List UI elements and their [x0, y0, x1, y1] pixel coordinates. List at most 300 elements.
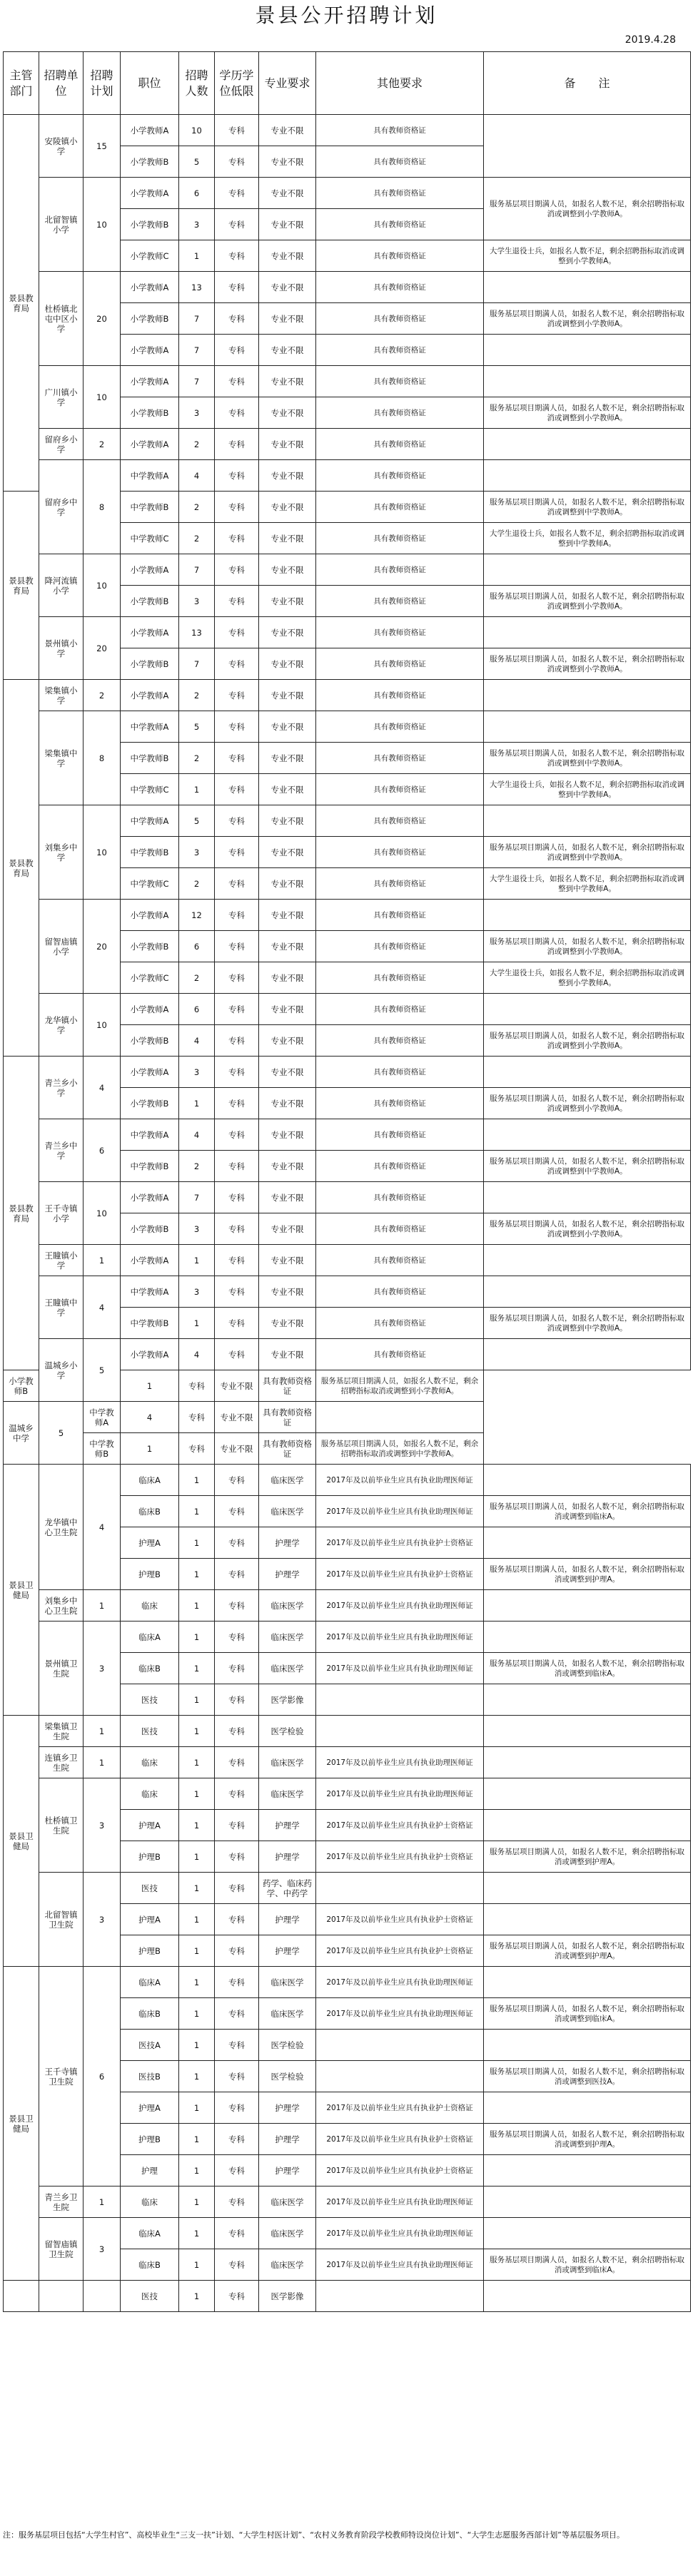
cell-remarks: 服务基层项目期满人员，如报名人数不足，剩余招聘指标取消或调整到护理A。 — [484, 1935, 691, 1967]
cell-major: 专业不限 — [259, 335, 316, 366]
cell-remarks — [484, 1622, 691, 1653]
cell-degree: 专科 — [215, 1684, 259, 1716]
table-row — [4, 617, 691, 648]
table-row — [4, 1967, 691, 1998]
cell-unit: 刘集乡中学 — [39, 805, 84, 900]
cell-count: 3 — [179, 837, 215, 868]
cell-count: 5 — [179, 711, 215, 743]
cell-position: 中学教师A — [121, 711, 179, 743]
cell-unit: 留府乡小学 — [39, 429, 84, 460]
cell-degree: 专科 — [215, 1527, 259, 1559]
cell-plan: 6 — [84, 1119, 121, 1182]
cell-other-req: 具有教师资格证 — [316, 1213, 484, 1245]
cell-other-req: 具有教师资格证 — [316, 1182, 484, 1213]
cell-major: 临床医学 — [259, 2218, 316, 2249]
cell-count: 1 — [179, 2155, 215, 2186]
cell-other-req — [316, 1716, 484, 1747]
cell-count: 1 — [179, 1308, 215, 1339]
cell-count: 1 — [179, 1653, 215, 1684]
cell-remarks: 服务基层项目期满人员，如报名人数不足，剩余招聘指标取消或调整到中学教师A。 — [484, 743, 691, 774]
cell-major: 专业不限 — [259, 805, 316, 837]
cell-plan: 1 — [84, 1590, 121, 1622]
cell-remarks: 服务基层项目期满人员，如报名人数不足，剩余招聘指标取消或调整到临床A。 — [484, 1496, 691, 1527]
cell-other-req: 具有教师资格证 — [316, 1088, 484, 1119]
cell-other-req: 具有教师资格证 — [316, 868, 484, 900]
cell-count: 1 — [179, 1465, 215, 1496]
cell-remarks — [484, 2186, 691, 2218]
cell-count: 1 — [179, 2186, 215, 2218]
cell-remarks: 服务基层项目期满人员，如报名人数不足，剩余招聘指标取消或调整到临床A。 — [484, 2249, 691, 2281]
header-plan: 招聘计划 — [84, 52, 121, 115]
cell-major: 专业不限 — [259, 900, 316, 931]
cell-count: 2 — [179, 1151, 215, 1182]
cell-unit: 王千寺镇小学 — [39, 1182, 84, 1245]
cell-other-req: 具有教师资格证 — [316, 774, 484, 805]
cell-plan: 10 — [84, 994, 121, 1057]
cell-count: 1 — [179, 1088, 215, 1119]
cell-other-req: 2017年及以前毕业生应具有执业助理医师证 — [316, 1496, 484, 1527]
cell-count: 2 — [179, 492, 215, 523]
cell-count: 4 — [179, 1119, 215, 1151]
cell-remarks: 服务基层项目期满人员，如报名人数不足，剩余招聘指标取消或调整到护理A。 — [484, 2124, 691, 2155]
cell-major: 专业不限 — [259, 272, 316, 303]
cell-unit: 龙华镇小学 — [39, 994, 84, 1057]
cell-count: 5 — [179, 146, 215, 178]
cell-major: 临床医学 — [259, 1747, 316, 1778]
cell-count: 专科 — [179, 1402, 215, 1433]
cell-degree: 专科 — [215, 1245, 259, 1276]
cell-degree: 专科 — [215, 1747, 259, 1778]
cell-major: 专业不限 — [259, 178, 316, 209]
cell-major: 专业不限 — [259, 1213, 316, 1245]
cell-other-req: 2017年及以前毕业生应具有执业助理医师证 — [316, 2218, 484, 2249]
cell-degree: 专科 — [215, 743, 259, 774]
cell-position: 小学教师A — [121, 178, 179, 209]
cell-remarks: 服务基层项目期满人员，如报名人数不足，剩余招聘指标取消或调整到小学教师A。 — [484, 303, 691, 335]
cell-count: 6 — [179, 994, 215, 1025]
cell-other-req: 具有教师资格证 — [316, 335, 484, 366]
cell-degree: 专科 — [215, 2030, 259, 2061]
cell-degree: 专科 — [215, 523, 259, 554]
cell-unit: 青兰乡中学 — [39, 1119, 84, 1182]
cell-remarks: 服务基层项目期满人员，如报名人数不足，剩余招聘指标取消或调整到小学教师A。 — [484, 1213, 691, 1245]
cell-major: 护理学 — [259, 1810, 316, 1841]
cell-count: 12 — [179, 900, 215, 931]
cell-plan: 中学教师A — [84, 1402, 121, 1433]
cell-major: 具有教师资格证 — [259, 1370, 316, 1402]
cell-other-req: 具有教师资格证 — [316, 178, 484, 209]
cell-major: 专业不限 — [259, 774, 316, 805]
cell-plan: 20 — [84, 272, 121, 366]
cell-count: 7 — [179, 335, 215, 366]
cell-remarks — [484, 994, 691, 1025]
cell-other-req: 具有教师资格证 — [316, 209, 484, 240]
cell-remarks: 大学生退役士兵，如报名人数不足，剩余招聘指标取消或调整到中学教师A。 — [484, 868, 691, 900]
cell-other-req: 2017年及以前毕业生应具有执业护士资格证 — [316, 2092, 484, 2124]
cell-position: 护理A — [121, 1527, 179, 1559]
cell-dept: 景县卫健局 — [4, 1967, 39, 2281]
cell-count: 3 — [179, 1057, 215, 1088]
cell-major: 临床医学 — [259, 2249, 316, 2281]
cell-degree: 专业不限 — [215, 1433, 259, 1465]
cell-other-req: 2017年及以前毕业生应具有执业护士资格证 — [316, 1904, 484, 1935]
table-row — [4, 994, 691, 1025]
cell-major: 专业不限 — [259, 554, 316, 586]
cell-unit: 留智庙镇卫生院 — [39, 2218, 84, 2281]
header-other-req: 其他要求 — [316, 52, 484, 115]
cell-major: 专业不限 — [259, 1276, 316, 1308]
cell-other-req: 2017年及以前毕业生应具有执业护士资格证 — [316, 1527, 484, 1559]
cell-major: 专业不限 — [259, 648, 316, 680]
cell-degree: 专科 — [215, 2061, 259, 2092]
cell-position: 临床B — [121, 1998, 179, 2030]
cell-count: 4 — [179, 460, 215, 492]
cell-position: 小学教师A — [121, 1339, 179, 1370]
cell-plan: 20 — [84, 900, 121, 994]
cell-degree: 专科 — [215, 1622, 259, 1653]
cell-position: 小学教师A — [121, 900, 179, 931]
cell-degree: 专科 — [215, 366, 259, 397]
cell-major: 专业不限 — [259, 1088, 316, 1119]
cell-position: 小学教师A — [121, 272, 179, 303]
cell-major: 护理学 — [259, 1841, 316, 1873]
cell-degree: 专科 — [215, 178, 259, 209]
cell-other-req: 2017年及以前毕业生应具有执业护士资格证 — [316, 2124, 484, 2155]
cell-major: 临床医学 — [259, 1998, 316, 2030]
cell-degree: 专科 — [215, 1276, 259, 1308]
cell-other-req: 具有教师资格证 — [316, 397, 484, 429]
cell-count: 1 — [179, 1716, 215, 1747]
cell-degree: 专科 — [215, 1778, 259, 1810]
cell-position: 护理A — [121, 1810, 179, 1841]
cell-major: 专业不限 — [259, 617, 316, 648]
table-row — [4, 1778, 691, 1810]
cell-position: 中学教师A — [121, 460, 179, 492]
cell-position: 1 — [121, 1433, 179, 1465]
document-date: 2019.4.28 — [624, 34, 676, 46]
cell-position: 临床A — [121, 2218, 179, 2249]
cell-other-req: 具有教师资格证 — [316, 146, 484, 178]
table-row — [4, 272, 691, 303]
cell-remarks — [484, 1747, 691, 1778]
cell-major: 临床医学 — [259, 1653, 316, 1684]
cell-count: 1 — [179, 1841, 215, 1873]
cell-count: 1 — [179, 774, 215, 805]
cell-other-req: 具有教师资格证 — [316, 1025, 484, 1057]
cell-dept: 小学教师B — [4, 1370, 39, 1402]
table-row — [4, 1339, 691, 1370]
cell-remarks: 服务基层项目期满人员，如报名人数不足，剩余招聘指标取消或调整到护理A。 — [484, 1559, 691, 1590]
cell-major: 专业不限 — [259, 240, 316, 272]
cell-remarks — [484, 272, 691, 303]
cell-position: 护理B — [121, 1841, 179, 1873]
cell-count: 13 — [179, 272, 215, 303]
cell-other-req: 服务基层项目期满人员，如报名人数不足，剩余招聘指标取消或调整到小学教师A。 — [316, 1370, 484, 1402]
cell-major: 专业不限 — [259, 303, 316, 335]
table-row — [4, 1182, 691, 1213]
cell-plan: 10 — [84, 554, 121, 617]
cell-count: 1 — [179, 1873, 215, 1904]
cell-position: 护理A — [121, 1904, 179, 1935]
cell-other-req: 具有教师资格证 — [316, 743, 484, 774]
cell-unit: 5 — [39, 1402, 84, 1465]
header-count: 招聘人数 — [179, 52, 215, 115]
cell-major: 专业不限 — [259, 1308, 316, 1339]
cell-count: 1 — [179, 1245, 215, 1276]
cell-other-req — [316, 1402, 484, 1433]
table-row — [4, 1465, 691, 1496]
cell-plan: 6 — [84, 1967, 121, 2186]
cell-position: 临床A — [121, 1967, 179, 1998]
cell-plan: 5 — [84, 1339, 121, 1402]
cell-degree: 专科 — [215, 868, 259, 900]
cell-count: 2 — [179, 429, 215, 460]
cell-count: 1 — [179, 1622, 215, 1653]
cell-degree: 专科 — [215, 1841, 259, 1873]
cell-count: 7 — [179, 554, 215, 586]
cell-degree: 专业不限 — [215, 1370, 259, 1402]
cell-other-req: 具有教师资格证 — [316, 1119, 484, 1151]
cell-position: 临床 — [121, 1778, 179, 1810]
cell-major: 专业不限 — [259, 429, 316, 460]
cell-remarks — [484, 1057, 691, 1088]
cell-major: 专业不限 — [259, 868, 316, 900]
cell-degree: 专科 — [215, 1182, 259, 1213]
cell-major: 医学影像 — [259, 1684, 316, 1716]
cell-other-req: 具有教师资格证 — [316, 900, 484, 931]
cell-major: 专业不限 — [259, 209, 316, 240]
cell-unit: 安陵镇小学 — [39, 115, 84, 178]
cell-count: 1 — [179, 1778, 215, 1810]
cell-count: 5 — [179, 805, 215, 837]
cell-unit: 青兰乡卫生院 — [39, 2186, 84, 2218]
cell-count: 1 — [179, 2030, 215, 2061]
cell-degree: 专科 — [215, 272, 259, 303]
header-degree: 学历学位低限 — [215, 52, 259, 115]
cell-remarks: 服务基层项目期满人员，如报名人数不足，剩余招聘指标取消或调整到小学教师A。 — [484, 648, 691, 680]
cell-count: 10 — [179, 115, 215, 146]
cell-remarks — [484, 1778, 691, 1810]
table-row — [4, 1747, 691, 1778]
cell-other-req — [316, 1873, 484, 1904]
header-dept: 主管部门 — [4, 52, 39, 115]
cell-degree: 专科 — [215, 2281, 259, 2312]
cell-position: 中学教师A — [121, 1119, 179, 1151]
cell-position: 医技 — [121, 1716, 179, 1747]
cell-position: 医技A — [121, 2030, 179, 2061]
cell-degree: 专科 — [215, 1119, 259, 1151]
cell-remarks: 服务基层项目期满人员，如报名人数不足，剩余招聘指标取消或调整到中学教师A。 — [484, 492, 691, 523]
cell-dept: 景县卫健局 — [4, 1716, 39, 1967]
table-row — [4, 1590, 691, 1622]
cell-major: 专业不限 — [259, 1025, 316, 1057]
cell-major: 专业不限 — [259, 1151, 316, 1182]
cell-plan: 3 — [84, 1622, 121, 1716]
cell-other-req: 具有教师资格证 — [316, 1057, 484, 1088]
cell-position: 小学教师A — [121, 617, 179, 648]
cell-degree: 专科 — [215, 648, 259, 680]
cell-other-req: 2017年及以前毕业生应具有执业护士资格证 — [316, 1841, 484, 1873]
cell-count: 2 — [179, 868, 215, 900]
cell-degree: 专科 — [215, 554, 259, 586]
cell-degree: 专科 — [215, 962, 259, 994]
cell-position: 小学教师A — [121, 429, 179, 460]
cell-degree: 专科 — [215, 617, 259, 648]
cell-position: 护理A — [121, 2092, 179, 2124]
cell-position: 4 — [121, 1402, 179, 1433]
cell-count: 1 — [179, 1590, 215, 1622]
cell-position: 小学教师A — [121, 994, 179, 1025]
cell-unit: 龙华镇中心卫生院 — [39, 1465, 84, 1590]
cell-unit: 梁集镇卫生院 — [39, 1716, 84, 1747]
cell-other-req: 2017年及以前毕业生应具有执业护士资格证 — [316, 1935, 484, 1967]
cell-other-req — [316, 2061, 484, 2092]
cell-other-req: 具有教师资格证 — [316, 805, 484, 837]
cell-count: 1 — [179, 2281, 215, 2312]
cell-count: 6 — [179, 931, 215, 962]
cell-remarks — [484, 366, 691, 397]
cell-count: 1 — [179, 1935, 215, 1967]
cell-count: 7 — [179, 1182, 215, 1213]
cell-major: 护理学 — [259, 1559, 316, 1590]
cell-degree: 专科 — [215, 1716, 259, 1747]
cell-remarks: 服务基层项目期满人员，如报名人数不足，剩余招聘指标取消或调整到护理A。 — [484, 1841, 691, 1873]
cell-other-req: 2017年及以前毕业生应具有执业助理医师证 — [316, 1967, 484, 1998]
cell-count: 7 — [179, 366, 215, 397]
cell-unit: 北留智镇小学 — [39, 178, 84, 272]
cell-major: 专业不限 — [259, 115, 316, 146]
cell-remarks — [484, 1527, 691, 1559]
cell-plan: 1 — [84, 1716, 121, 1747]
cell-position: 小学教师B — [121, 1025, 179, 1057]
cell-degree: 专科 — [215, 837, 259, 868]
cell-remarks — [484, 1967, 691, 1998]
cell-count: 2 — [179, 962, 215, 994]
cell-position: 临床B — [121, 2249, 179, 2281]
cell-other-req: 具有教师资格证 — [316, 429, 484, 460]
cell-degree: 专科 — [215, 492, 259, 523]
cell-position: 临床 — [121, 2186, 179, 2218]
cell-major: 药学、临床药学、中药学 — [259, 1873, 316, 1904]
cell-degree: 专科 — [215, 1465, 259, 1496]
table-row — [4, 1057, 691, 1088]
cell-position: 医技 — [121, 1684, 179, 1716]
cell-other-req: 具有教师资格证 — [316, 648, 484, 680]
cell-plan: 2 — [84, 429, 121, 460]
cell-degree: 专科 — [215, 2249, 259, 2281]
cell-count: 4 — [179, 1025, 215, 1057]
cell-count: 4 — [179, 1339, 215, 1370]
cell-count: 1 — [179, 1810, 215, 1841]
cell-major: 护理学 — [259, 1935, 316, 1967]
cell-position: 小学教师A — [121, 335, 179, 366]
cell-remarks: 服务基层项目期满人员，如报名人数不足，剩余招聘指标取消或调整到小学教师A。 — [484, 586, 691, 617]
cell-remarks — [484, 429, 691, 460]
table-row — [4, 1873, 691, 1904]
cell-position: 小学教师C — [121, 240, 179, 272]
cell-position: 中学教师B — [121, 1308, 179, 1339]
cell-plan: 1 — [84, 1245, 121, 1276]
cell-plan: 4 — [84, 1276, 121, 1339]
cell-remarks — [484, 1684, 691, 1716]
cell-plan: 3 — [84, 1873, 121, 1967]
cell-remarks: 服务基层项目期满人员，如报名人数不足，剩余招聘指标取消或调整到中学教师A。 — [484, 1151, 691, 1182]
cell-remarks — [484, 1465, 691, 1496]
cell-other-req: 具有教师资格证 — [316, 303, 484, 335]
cell-remarks — [484, 805, 691, 837]
cell-degree: 专科 — [215, 1088, 259, 1119]
cell-remarks — [484, 1182, 691, 1213]
cell-major: 医学检验 — [259, 1716, 316, 1747]
cell-other-req: 具有教师资格证 — [316, 1308, 484, 1339]
cell-degree: 专科 — [215, 774, 259, 805]
cell-remarks: 服务基层项目期满人员，如报名人数不足，剩余招聘指标取消或调整到临床A。 — [484, 1653, 691, 1684]
cell-count: 1 — [179, 1967, 215, 1998]
cell-unit: 留智庙镇小学 — [39, 900, 84, 994]
cell-unit: 景州镇小学 — [39, 617, 84, 680]
cell-position: 中学教师B — [121, 837, 179, 868]
cell-other-req: 具有教师资格证 — [316, 366, 484, 397]
table-row — [4, 1119, 691, 1151]
cell-major: 专业不限 — [259, 1339, 316, 1370]
cell-degree: 专科 — [215, 1590, 259, 1622]
table-row — [4, 1402, 691, 1433]
cell-other-req: 具有教师资格证 — [316, 711, 484, 743]
cell-unit: 王瞳镇中学 — [39, 1276, 84, 1339]
cell-unit: 刘集乡中心卫生院 — [39, 1590, 84, 1622]
cell-major: 医学检验 — [259, 2030, 316, 2061]
cell-dept: 景县教育局 — [4, 680, 39, 1057]
cell-other-req — [316, 1684, 484, 1716]
cell-remarks: 服务基层项目期满人员，如报名人数不足，剩余招聘指标取消或调整到小学教师A。 — [484, 1025, 691, 1057]
cell-plan: 2 — [84, 680, 121, 711]
cell-unit: 王瞳镇小学 — [39, 1245, 84, 1276]
cell-major: 医学检验 — [259, 2061, 316, 2092]
cell-count: 3 — [179, 397, 215, 429]
cell-degree: 专科 — [215, 1213, 259, 1245]
cell-degree: 专科 — [215, 2092, 259, 2124]
table-row — [4, 1622, 691, 1653]
cell-major: 具有教师资格证 — [259, 1433, 316, 1465]
cell-major: 专业不限 — [259, 366, 316, 397]
cell-degree: 专科 — [215, 2186, 259, 2218]
cell-major: 专业不限 — [259, 460, 316, 492]
cell-unit: 杜桥镇卫生院 — [39, 1778, 84, 1873]
cell-count: 13 — [179, 617, 215, 648]
cell-position: 小学教师C — [121, 962, 179, 994]
cell-degree: 专科 — [215, 900, 259, 931]
cell-unit: 杜桥镇北屯中区小学 — [39, 272, 84, 366]
cell-count: 1 — [179, 1998, 215, 2030]
cell-position: 护理 — [121, 2155, 179, 2186]
cell-position: 护理B — [121, 1935, 179, 1967]
cell-other-req: 具有教师资格证 — [316, 931, 484, 962]
table-row — [4, 2186, 691, 2218]
cell-remarks — [484, 1873, 691, 1904]
cell-other-req: 具有教师资格证 — [316, 586, 484, 617]
cell-remarks — [484, 2218, 691, 2249]
cell-count: 1 — [179, 240, 215, 272]
cell-degree: 专科 — [215, 805, 259, 837]
cell-major: 临床医学 — [259, 1967, 316, 1998]
cell-plan: 10 — [84, 805, 121, 900]
cell-major: 专业不限 — [259, 586, 316, 617]
cell-major: 专业不限 — [259, 523, 316, 554]
header-position: 职位 — [121, 52, 179, 115]
cell-other-req: 具有教师资格证 — [316, 680, 484, 711]
cell-position: 小学教师B — [121, 931, 179, 962]
cell-position: 小学教师A — [121, 366, 179, 397]
